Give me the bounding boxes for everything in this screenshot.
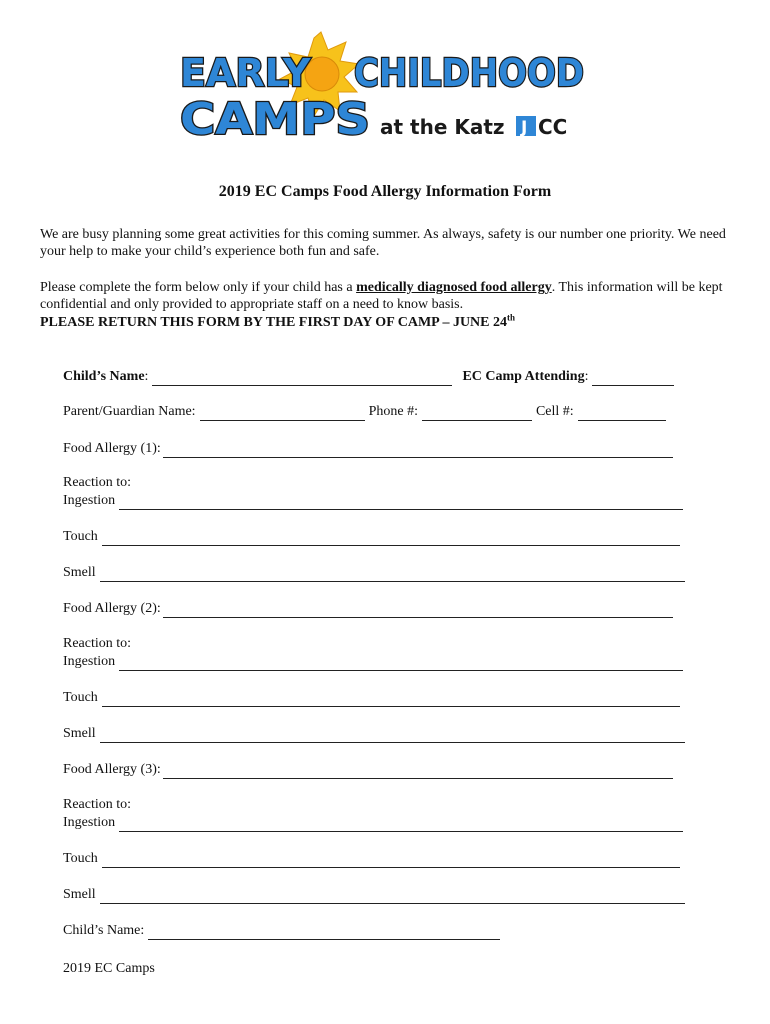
reaction-3-label: Reaction to: xyxy=(63,797,132,812)
return-notice-sup: th xyxy=(507,312,516,323)
smell-3-field[interactable] xyxy=(100,889,685,904)
page-footer: 2019 EC Camps xyxy=(63,961,155,976)
touch-3-label: Touch xyxy=(63,851,98,866)
smell-3-label: Smell xyxy=(63,887,96,902)
smell-1-label: Smell xyxy=(63,565,96,580)
touch-3-field[interactable] xyxy=(102,853,680,868)
allergy-1-field[interactable] xyxy=(163,443,673,458)
logo-tagline: at the Katz xyxy=(380,115,505,139)
form-title: 2019 EC Camps Food Allergy Information Form xyxy=(218,183,552,200)
touch-2-label: Touch xyxy=(63,690,98,705)
allergy-1-row xyxy=(63,440,673,458)
ec-camp-label: EC Camp Attending xyxy=(462,369,585,384)
instructions-paragraph xyxy=(40,279,740,313)
allergy-2-label: Food Allergy (2): xyxy=(63,601,161,616)
logo-word-early: EARLY xyxy=(180,51,311,95)
reaction-2-label: Reaction to: xyxy=(63,636,132,651)
instructions-after: . This information will be kept confidential and only provided to appropriate staff on a need to know basis. xyxy=(40,280,723,312)
ingestion-3-label: Ingestion xyxy=(63,815,116,830)
smell-2-row xyxy=(63,725,685,743)
parent-label: Parent/Guardian Name: xyxy=(63,404,196,419)
ingestion-2-field[interactable] xyxy=(119,656,683,671)
logo-word-camps: CAMPS xyxy=(180,94,370,145)
child-name-row: Child’s Name : EC Camp Attending : xyxy=(63,368,674,386)
return-notice-text: PLEASE RETURN THIS FORM BY THE FIRST DAY OF CAMP – JUNE 24 xyxy=(40,315,507,330)
touch-2-field[interactable] xyxy=(102,692,680,707)
jcc-j: J xyxy=(521,118,528,138)
phone-label: Phone #: xyxy=(368,404,418,419)
smell-3-row xyxy=(63,886,685,904)
allergy-3-label: Food Allergy (3): xyxy=(63,762,161,777)
parent-row xyxy=(63,403,666,421)
logo-word-childhood: CHILDHOOD xyxy=(354,51,584,95)
allergy-2-field[interactable] xyxy=(163,603,673,618)
camp-logo-graphic xyxy=(176,30,596,150)
ingestion-3-field[interactable] xyxy=(119,817,683,832)
ec-camp-field[interactable] xyxy=(592,371,674,386)
ingestion-3-row xyxy=(63,814,683,832)
smell-1-row xyxy=(63,564,685,582)
smell-2-field[interactable] xyxy=(100,728,685,743)
ingestion-1-row xyxy=(63,492,683,510)
touch-1-row xyxy=(63,528,680,546)
instructions-before: Please complete the form below only if your child has a xyxy=(40,280,357,295)
instructions-emphasis: medically diagnosed food allergy xyxy=(356,280,552,295)
cell-label: Cell #: xyxy=(535,404,574,419)
ingestion-2-row xyxy=(63,653,683,671)
allergy-3-row xyxy=(63,761,673,779)
smell-1-field[interactable] xyxy=(100,567,685,582)
smell-2-label: Smell xyxy=(63,726,96,741)
intro-paragraph: We are busy planning some great activities for this coming summer. As always, safety is our number one priority. We need your help to make your child’s experience both fun and safe. xyxy=(40,227,726,259)
allergy-1-label: Food Allergy (1): xyxy=(63,441,161,456)
reaction-1-label: Reaction to: xyxy=(63,475,132,490)
childs-name-bottom-field[interactable] xyxy=(148,925,500,940)
allergy-3-field[interactable] xyxy=(163,764,673,779)
allergy-2-row xyxy=(63,600,673,618)
camp-logo xyxy=(176,30,596,150)
childs-name-field[interactable] xyxy=(152,371,452,386)
ingestion-1-label: Ingestion xyxy=(63,493,116,508)
cell-field[interactable] xyxy=(578,406,666,421)
childs-name-bottom-label: Child’s Name: xyxy=(63,923,145,938)
parent-name-field[interactable] xyxy=(200,406,365,421)
ingestion-1-field[interactable] xyxy=(119,495,683,510)
touch-3-row xyxy=(63,850,680,868)
touch-2-row xyxy=(63,689,680,707)
return-notice xyxy=(40,314,740,331)
phone-field[interactable] xyxy=(422,406,532,421)
child-name-bottom-row xyxy=(63,922,500,940)
childs-name-label: Child’s Name xyxy=(63,369,145,384)
jcc-cc: CC xyxy=(538,115,568,139)
touch-1-field[interactable] xyxy=(102,531,680,546)
ingestion-2-label: Ingestion xyxy=(63,654,116,669)
touch-1-label: Touch xyxy=(63,529,98,544)
